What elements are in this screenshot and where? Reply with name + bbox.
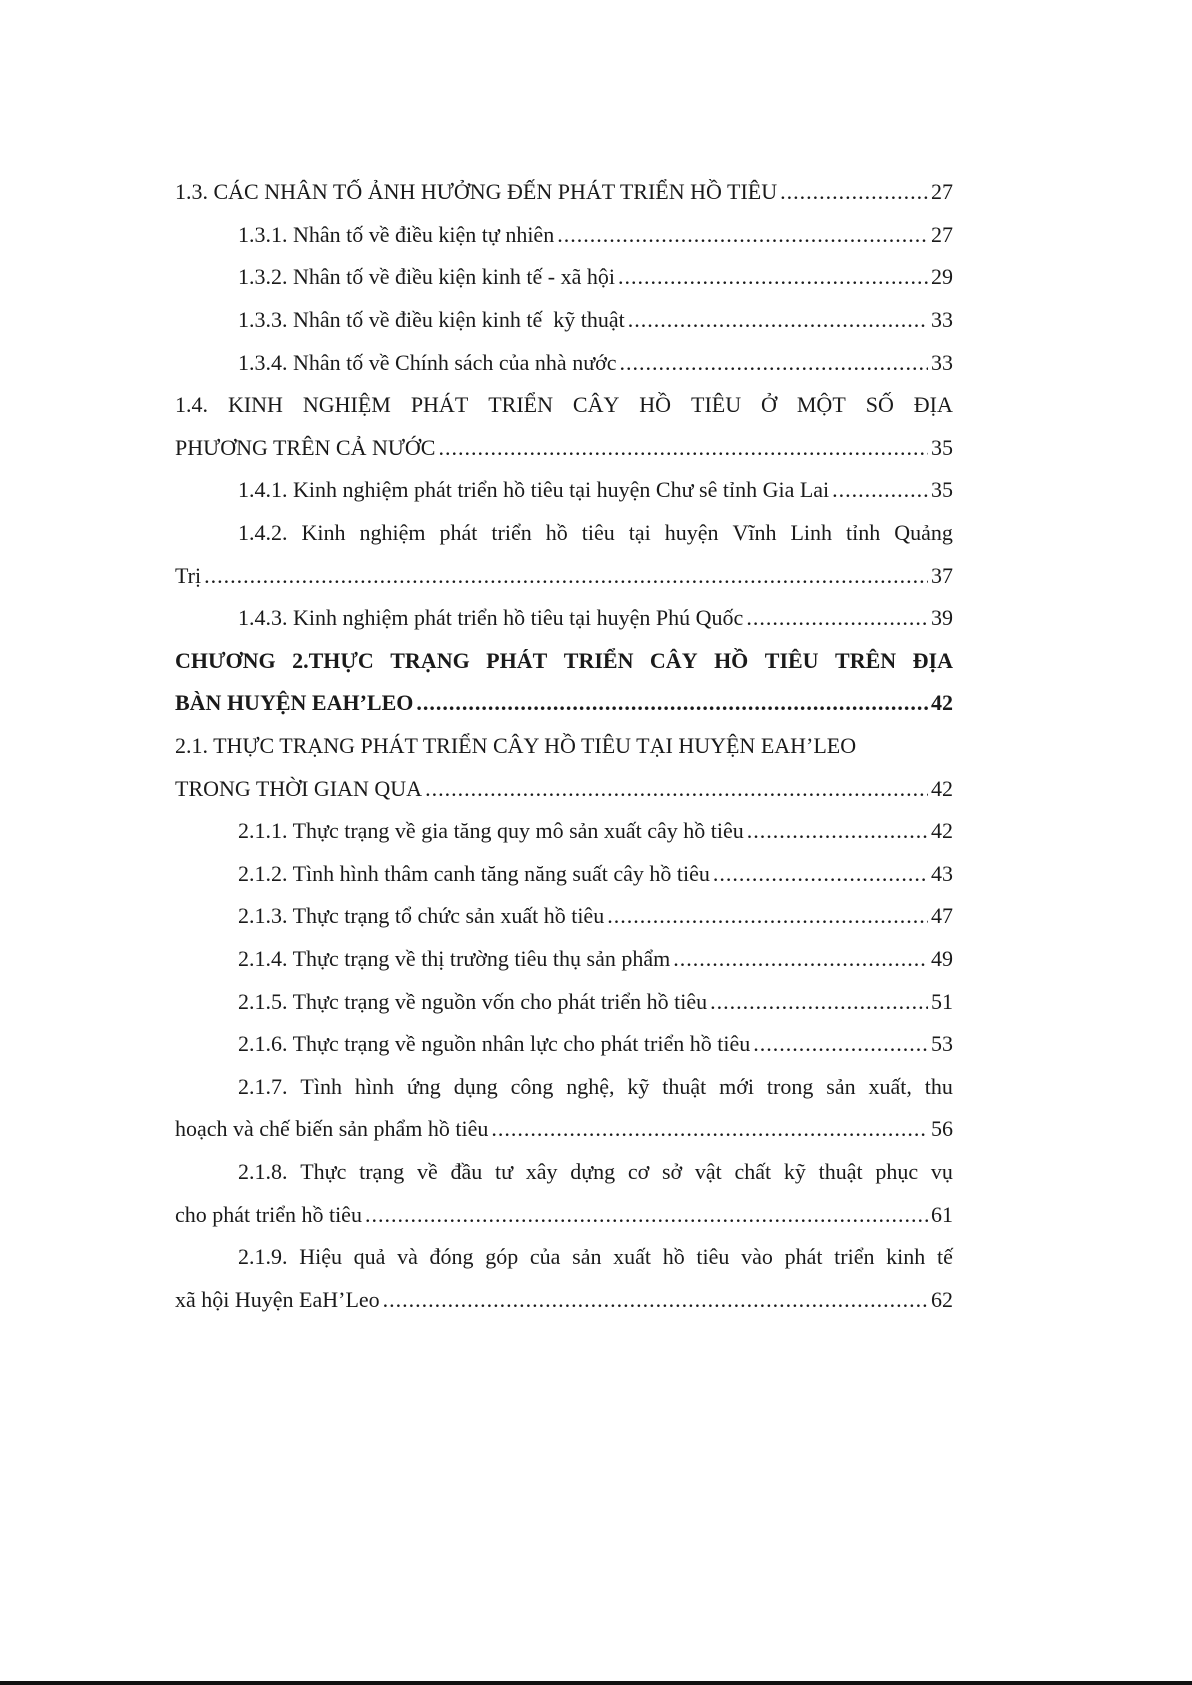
dot-leader: [365, 1204, 928, 1226]
toc-entry-title: hoạch và chế biến sản phẩm hồ tiêu: [175, 1116, 489, 1142]
toc-word: Vĩnh: [732, 520, 777, 546]
toc-page-number: 42: [931, 775, 953, 801]
toc-page-number: 49: [931, 945, 953, 971]
toc-entry-2-1-2[interactable]: [175, 853, 953, 896]
toc-entry-1-4-3[interactable]: [175, 597, 953, 640]
toc-page-number: 29: [931, 264, 953, 290]
toc-word: vật: [694, 1158, 722, 1184]
toc-entry-title: 1.3. CÁC NHÂN TỐ ẢNH HƯỞNG ĐẾN PHÁT TRIỂN HỒ TIÊU: [175, 179, 778, 205]
toc-entry-title: 1.3.3. Nhân tố về điều kiện kinh tế kỹ thuật: [238, 307, 625, 333]
toc-entry-title: 2.1.5. Thực trạng về nguồn vốn cho phát triển hồ tiêu: [238, 988, 708, 1014]
toc-entry-2-1-3[interactable]: [175, 895, 953, 938]
toc-word: Kinh: [301, 520, 346, 546]
toc-word: về: [417, 1158, 438, 1184]
toc-page-number: 35: [931, 477, 953, 503]
toc-word: tiêu: [581, 520, 615, 546]
toc-word: 2.1.9.: [238, 1244, 288, 1270]
toc-entry-1-4-2-line2[interactable]: [175, 554, 953, 597]
toc-entry-2-1-7-line1[interactable]: [175, 1065, 953, 1108]
toc-word: quả: [353, 1244, 386, 1270]
toc-word: phát: [439, 520, 478, 546]
toc-word: trong: [766, 1073, 814, 1099]
toc-word: kinh: [886, 1244, 926, 1270]
toc-word: TRIỂN: [563, 647, 634, 673]
toc-entry-title: 1.4.3. Kinh nghiệm phát triển hồ tiêu tại huyện Phú Quốc: [238, 605, 744, 631]
toc-page-number: 37: [931, 562, 953, 588]
toc-word: Hiệu: [299, 1244, 342, 1270]
toc-word: 1.4.: [175, 392, 208, 418]
toc-entry-2-1-line1[interactable]: [175, 725, 953, 768]
toc-entry-1-3-1[interactable]: [175, 214, 953, 257]
toc-word: 2.1.7.: [238, 1073, 288, 1099]
dot-leader: [746, 607, 928, 629]
toc-word: kỹ: [783, 1158, 806, 1184]
bottom-edge-rule: [0, 1681, 1192, 1685]
toc-word: đầu: [450, 1158, 483, 1184]
toc-entry-1-4-2-line1[interactable]: [175, 512, 953, 555]
toc-word: dựng: [570, 1158, 616, 1184]
toc-word: triển: [491, 520, 532, 546]
toc-word: ĐỊA: [912, 647, 953, 673]
toc-word: PHÁT: [486, 647, 548, 673]
dot-leader: [607, 905, 928, 927]
toc-page-number: 35: [931, 434, 953, 460]
toc-word: nghiệm: [359, 520, 426, 546]
toc-word: KINH: [227, 392, 283, 418]
toc-page-number: 33: [931, 307, 953, 333]
toc-entry-2-1-4[interactable]: [175, 938, 953, 981]
toc-entry-title: PHƯƠNG TRÊN CẢ NƯỚC: [175, 434, 436, 460]
toc-word: góp: [485, 1244, 519, 1270]
dot-leader: [491, 1118, 928, 1140]
toc-entry-1-3-4[interactable]: [175, 341, 953, 384]
toc-word: Ở: [761, 392, 777, 418]
dot-leader: [425, 778, 928, 800]
toc-entry-title: 2.1.1. Thực trạng về gia tăng quy mô sản xuất cây hồ tiêu: [238, 818, 744, 844]
toc-word: TRẠNG: [390, 647, 470, 673]
toc-entry-1-4-line2[interactable]: [175, 427, 953, 470]
toc-word: TRÊN: [835, 647, 897, 673]
toc-entry-title: 2.1.2. Tình hình thâm canh tăng năng suất cây hồ tiêu: [238, 860, 710, 886]
toc-page-number: 42: [931, 818, 953, 844]
dot-leader: [204, 565, 928, 587]
toc-word: TIÊU: [764, 647, 819, 673]
toc-word: TIÊU: [691, 392, 742, 418]
toc-page-number: 43: [931, 860, 953, 886]
toc-word: 2.THỰC: [292, 647, 374, 673]
toc-word: tỉnh: [846, 520, 881, 546]
toc-word: Linh: [790, 520, 833, 546]
toc-entry-title: cho phát triển hồ tiêu: [175, 1201, 362, 1227]
toc-word: thuật: [662, 1073, 707, 1099]
toc-page-number: 62: [931, 1286, 953, 1312]
toc-word: xuất: [613, 1244, 652, 1270]
toc-word: vào: [741, 1244, 773, 1270]
toc-word: Quảng: [894, 520, 953, 546]
toc-entry-title: 2.1.3. Thực trạng tổ chức sản xuất hồ tiêu: [238, 903, 605, 929]
toc-word: hồ: [545, 520, 568, 546]
toc-word: chất: [734, 1158, 772, 1184]
toc-entry-title: 1.4.1. Kinh nghiệm phát triển hồ tiêu tại huyện Chư sê tỉnh Gia Lai: [238, 477, 830, 503]
toc-page-number: 33: [931, 349, 953, 375]
toc-entry-title: xã hội Huyện EaH’Leo: [175, 1286, 380, 1312]
toc-entry-title: 2.1.6. Thực trạng về nguồn nhân lực cho phát triển hồ tiêu: [238, 1031, 751, 1057]
toc-word: xây: [525, 1158, 558, 1184]
toc-word: 2.1.8.: [238, 1158, 288, 1184]
dot-leader: [557, 224, 928, 246]
toc-word: CÂY: [572, 392, 620, 418]
dot-leader: [753, 1033, 928, 1055]
toc-entry-1-3-3[interactable]: [175, 299, 953, 342]
toc-page-number: 51: [931, 988, 953, 1014]
toc-entry-title: 1.3.1. Nhân tố về điều kiện tự nhiên: [238, 221, 555, 247]
toc-entry-2-1-9-line2[interactable]: [175, 1278, 953, 1321]
toc-page-number: 42: [931, 690, 953, 716]
toc-page-number: 27: [931, 221, 953, 247]
toc-entry-2-1-7-line2[interactable]: [175, 1108, 953, 1151]
toc-word: ĐỊA: [913, 392, 953, 418]
toc-page-number: 47: [931, 903, 953, 929]
toc-entry-1-4-1[interactable]: [175, 469, 953, 512]
toc-word: TRIỂN: [488, 392, 553, 418]
dot-leader: [713, 863, 928, 885]
toc-entry-title: 1.3.4. Nhân tố về Chính sách của nhà nước: [238, 349, 617, 375]
toc-word: tế: [936, 1244, 953, 1270]
toc-entry-2-1-8-line2[interactable]: [175, 1193, 953, 1236]
toc-word: trạng: [359, 1158, 405, 1184]
toc-entry-1-4-line1[interactable]: [175, 384, 953, 427]
toc-word: phục: [875, 1158, 919, 1184]
toc-word: vụ: [930, 1158, 953, 1184]
toc-entry-title: 2.1. THỰC TRẠNG PHÁT TRIỂN CÂY HỒ TIÊU TẠI HUYỆN EAH’LEO: [175, 733, 857, 759]
toc-word: sở: [662, 1158, 683, 1184]
toc-entry-2-1-9-line1[interactable]: [175, 1236, 953, 1279]
toc-word: phát: [784, 1244, 823, 1270]
toc-word: tư: [494, 1158, 514, 1184]
toc-word: HỒ: [714, 647, 749, 673]
dot-leader: [747, 820, 928, 842]
toc-word: Thực: [300, 1158, 347, 1184]
toc-word: của: [529, 1244, 561, 1270]
toc-word: dụng: [453, 1073, 498, 1099]
toc-word: HỒ: [639, 392, 672, 418]
toc-word: sản: [572, 1244, 602, 1270]
toc-word: PHÁT: [410, 392, 469, 418]
toc-word: SỐ: [865, 392, 894, 418]
dot-leader: [416, 692, 928, 714]
toc-entry-1-3-2[interactable]: [175, 256, 953, 299]
toc-page-number: 56: [931, 1116, 953, 1142]
toc-word: đóng: [429, 1244, 474, 1270]
dot-leader: [618, 266, 928, 288]
table-of-contents: [175, 171, 953, 1321]
dot-leader: [832, 479, 928, 501]
toc-word: công: [510, 1073, 554, 1099]
toc-word: thu: [924, 1073, 953, 1099]
toc-entry-chapter-2-line2[interactable]: [175, 682, 953, 725]
toc-page-number: 53: [931, 1031, 953, 1057]
toc-entry-2-1-6[interactable]: [175, 1023, 953, 1066]
toc-word: huyện: [664, 520, 719, 546]
dot-leader: [710, 991, 928, 1013]
toc-word: hồ: [662, 1244, 685, 1270]
toc-entry-2-1-1[interactable]: [175, 810, 953, 853]
toc-word: kỹ: [627, 1073, 650, 1099]
dot-leader: [673, 948, 928, 970]
dot-leader: [383, 1289, 928, 1311]
toc-word: mới: [719, 1073, 755, 1099]
toc-word: cơ: [627, 1158, 650, 1184]
toc-entry-title: 1.3.2. Nhân tố về điều kiện kinh tế - xã hội: [238, 264, 615, 290]
toc-word: xuất,: [868, 1073, 912, 1099]
toc-word: nghệ,: [566, 1073, 615, 1099]
toc-page-number: 27: [931, 179, 953, 205]
toc-entry-chapter-2-line1[interactable]: [175, 640, 953, 683]
dot-leader: [780, 181, 928, 203]
toc-word: thuật: [818, 1158, 863, 1184]
toc-entry-title: BÀN HUYỆN EAH’LEO: [175, 690, 414, 716]
toc-entry-2-1-8-line1[interactable]: [175, 1151, 953, 1194]
toc-word: hình: [354, 1073, 394, 1099]
toc-word: tiêu: [696, 1244, 730, 1270]
toc-word: MỘT: [796, 392, 846, 418]
toc-word: NGHIỆM: [302, 392, 391, 418]
dot-leader: [620, 352, 928, 374]
dot-leader: [438, 437, 928, 459]
toc-entry-title: Trị: [175, 562, 202, 588]
toc-entry-1-3[interactable]: [175, 171, 953, 214]
toc-word: CÂY: [649, 647, 698, 673]
toc-entry-title: TRONG THỜI GIAN QUA: [175, 775, 423, 801]
toc-entry-2-1-line2[interactable]: [175, 767, 953, 810]
toc-entry-title: 2.1.4. Thực trạng về thị trường tiêu thụ sản phẩm: [238, 945, 671, 971]
toc-word: CHƯƠNG: [175, 647, 276, 673]
toc-word: và: [397, 1244, 418, 1270]
toc-word: 1.4.2.: [238, 520, 288, 546]
toc-word: ứng: [406, 1073, 441, 1099]
toc-page-number: 61: [931, 1201, 953, 1227]
toc-word: sản: [826, 1073, 856, 1099]
toc-entry-2-1-5[interactable]: [175, 980, 953, 1023]
toc-word: Tình: [300, 1073, 342, 1099]
toc-page-number: 39: [931, 605, 953, 631]
toc-word: tại: [628, 520, 651, 546]
toc-word: triển: [834, 1244, 875, 1270]
dot-leader: [628, 309, 928, 331]
